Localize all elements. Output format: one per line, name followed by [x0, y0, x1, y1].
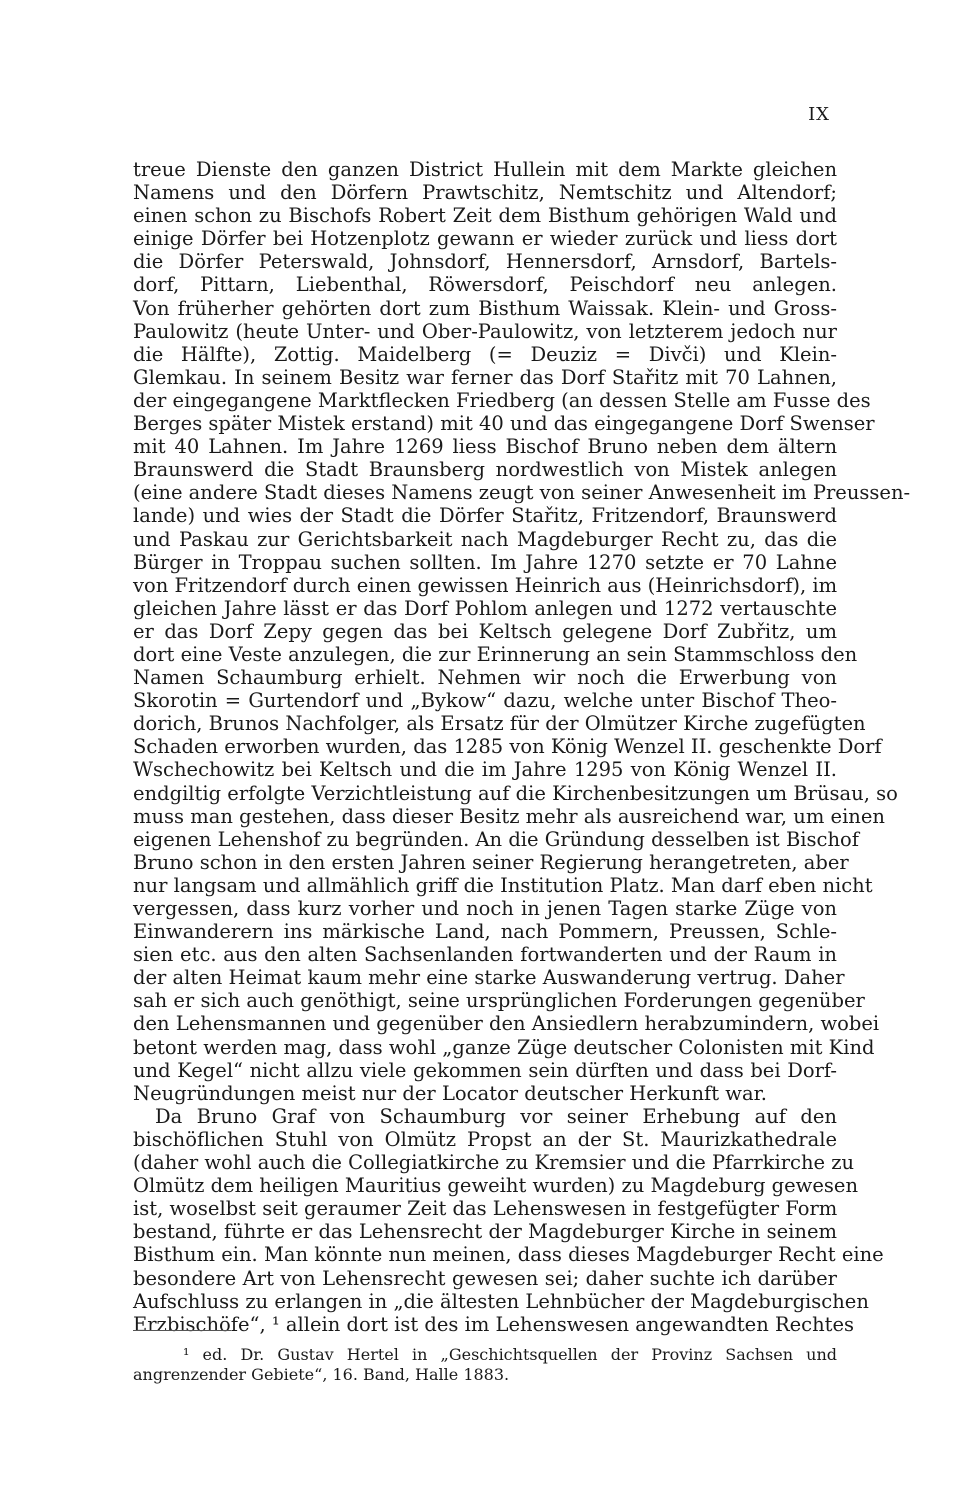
text-line: Schaden erworben wurden, das 1285 von König Wenzel II. geschenkte Dorf [133, 735, 882, 759]
text-line: Bruno schon in den ersten Jahren seiner Regierung herangetreten, aber [133, 850, 849, 874]
text-line: Berges später Mistek erstand) mit 40 und das eingegangene Dorf Swenser [133, 412, 875, 436]
text-line: Olmütz dem heiligen Mauritius geweiht wurden) zu Magdeburg gewesen [133, 1174, 859, 1198]
text-line: und Paskau zur Gerichtsbarkeit nach Magdeburger Recht zu, das die [133, 527, 837, 551]
text-line: sah er sich auch genöthigt, seine ursprünglichen Forderungen gegenüber [133, 989, 865, 1013]
text-line: treue Dienste den ganzen District Hullein mit dem Markte gleichen [133, 158, 837, 181]
text-line: bestand, führte er das Lehensrecht der Magdeburger Kirche in seinem [133, 1220, 837, 1244]
text-line: (daher wohl auch die Collegiatkirche zu Kremsier und die Pfarrkirche zu [133, 1151, 855, 1175]
text-line: eigenen Lehenshof zu begründen. An die Gründung desselben ist Bischof [133, 827, 859, 851]
text-line: Wschechowitz bei Keltsch und die im Jahre 1295 von König Wenzel II. [133, 758, 837, 782]
text-line: Von früherher gehörten dort zum Bisthum Waissak. Klein- und Gross- [133, 296, 837, 320]
text-line: der eingegangene Marktflecken Friedberg (an dessen Stelle am Fusse des [133, 388, 871, 412]
text-line: betont werden mag, dass wohl „ganze Züge deutscher Colonisten mit Kind [133, 1035, 875, 1059]
text-line: nur langsam und allmählich griff die Institution Platz. Man darf eben nicht [133, 873, 873, 897]
footnote-line: ¹ ed. Dr. Gustav Hertel in „Geschichtsquellen der Provinz Sachsen und [183, 1345, 837, 1364]
text-line: Aufschluss zu erlangen in „die ältesten Lehnbücher der Magdeburgischen [133, 1289, 869, 1313]
text-line: den Lehensmannen und gegenüber den Ansiedlern herabzumindern, wobei [133, 1012, 880, 1036]
text-line: die Hälfte), Zottig. Maidelberg (= Deuziz = Divči) und Klein- [133, 342, 837, 366]
text-line: ist, woselbst seit geraumer Zeit das Lehenswesen in festgefügter Form [133, 1197, 838, 1221]
page-number: IX [808, 104, 830, 125]
text-line: (eine andere Stadt dieses Namens zeugt von seiner Anwesenheit im Preussen- [133, 481, 911, 505]
text-line: Paulowitz (heute Unter- und Ober-Paulowitz, von letzterem jedoch nur [133, 319, 837, 343]
text-line: Namen Schaumburg erhielt. Nehmen wir noch die Erwerbung von [133, 666, 837, 690]
text-line: Bisthum ein. Man könnte nun meinen, dass dieses Magdeburger Recht eine [133, 1243, 884, 1267]
text-line: Bürger in Troppau suchen sollten. Im Jahre 1270 setzte er 70 Lahne [133, 550, 837, 574]
footnotes [133, 1345, 837, 1385]
text-line: Braunswerd die Stadt Braunsberg nordwestlich von Mistek anlegen [133, 458, 837, 482]
paragraph-end-line: Neugründungen meist nur der Locator deutscher Herkunft war. [133, 1081, 767, 1105]
text-line: besondere Art von Lehensrecht gewesen sei; daher suchte ich darüber [133, 1266, 837, 1290]
text-line: dort eine Veste anzulegen, die zur Erinnerung an sein Stammschloss den [133, 642, 858, 666]
text-line: dorich, Brunos Nachfolger, als Ersatz für der Olmützer Kirche zugefügten [133, 712, 866, 736]
footnote-separator [133, 1330, 231, 1331]
text-line: gleichen Jahre lässt er das Dorf Pohlom anlegen und 1272 vertauschte [133, 596, 837, 620]
text-line: und Kegel“ nicht allzu viele gekommen sein dürften und dass bei Dorf- [133, 1058, 837, 1082]
text-line: Namens und den Dörfern Prawtschitz, Nemtschitz und Altendorf; [133, 181, 837, 205]
text-line: dorf, Pittarn, Liebenthal, Röwersdorf, Peischdorf neu anlegen. [133, 273, 837, 297]
paragraph-start-line: Da Bruno Graf von Schaumburg vor seiner Erhebung auf den [155, 1104, 837, 1128]
text-line: muss man gestehen, dass dieser Besitz mehr als ausreichend war, um einen [133, 804, 885, 828]
text-line: Einwanderern ins märkische Land, nach Pommern, Preussen, Schle- [133, 920, 837, 944]
footnote-line: angrenzender Gebiete“, 16. Band, Halle 1883. [133, 1365, 510, 1384]
text-line: bischöflichen Stuhl von Olmütz Propst an der St. Maurizkathedrale [133, 1127, 837, 1151]
text-line: Erzbischöfe“, ¹ allein dort ist des im Lehenswesen angewandten Rechtes [133, 1312, 855, 1336]
text-line: einen schon zu Bischofs Robert Zeit dem Bisthum gehörigen Wald und [133, 204, 837, 228]
text-line: Glemkau. In seinem Besitz war ferner das Dorf Stařitz mit 70 Lahnen, [133, 365, 837, 389]
text-line: der alten Heimat kaum mehr eine starke Auswanderung vertrug. Daher [133, 966, 845, 990]
text-line: vergessen, dass kurz vorher und noch in jenen Tagen starke Züge von [133, 897, 837, 920]
text-line: Skorotin = Gurtendorf und „Bykow“ dazu, welche unter Bischof Theo- [133, 689, 837, 713]
text-line: sien etc. aus den alten Sachsenlanden fortwanderten und der Raum in [133, 943, 837, 967]
text-line: lande) und wies der Stadt die Dörfer Stařitz, Fritzendorf, Braunswerd [133, 504, 837, 528]
text-line: die Dörfer Peterswald, Johnsdorf, Hennersdorf, Arnsdorf, Bartels- [133, 250, 837, 274]
text-line: endgiltig erfolgte Verzichtleistung auf die Kirchenbesitzungen um Brüsau, so [133, 781, 898, 805]
text-line: einige Dörfer bei Hotzenplotz gewann er wieder zurück und liess dort [133, 227, 837, 251]
text-line: von Fritzendorf durch einen gewissen Heinrich aus (Heinrichsdorf), im [133, 573, 838, 597]
body-text [133, 158, 911, 1359]
text-line: er das Dorf Zepy gegen das bei Keltsch gelegene Dorf Zubřitz, um [133, 619, 837, 643]
text-line: mit 40 Lahnen. Im Jahre 1269 liess Bischof Bruno neben dem ältern [133, 435, 837, 459]
